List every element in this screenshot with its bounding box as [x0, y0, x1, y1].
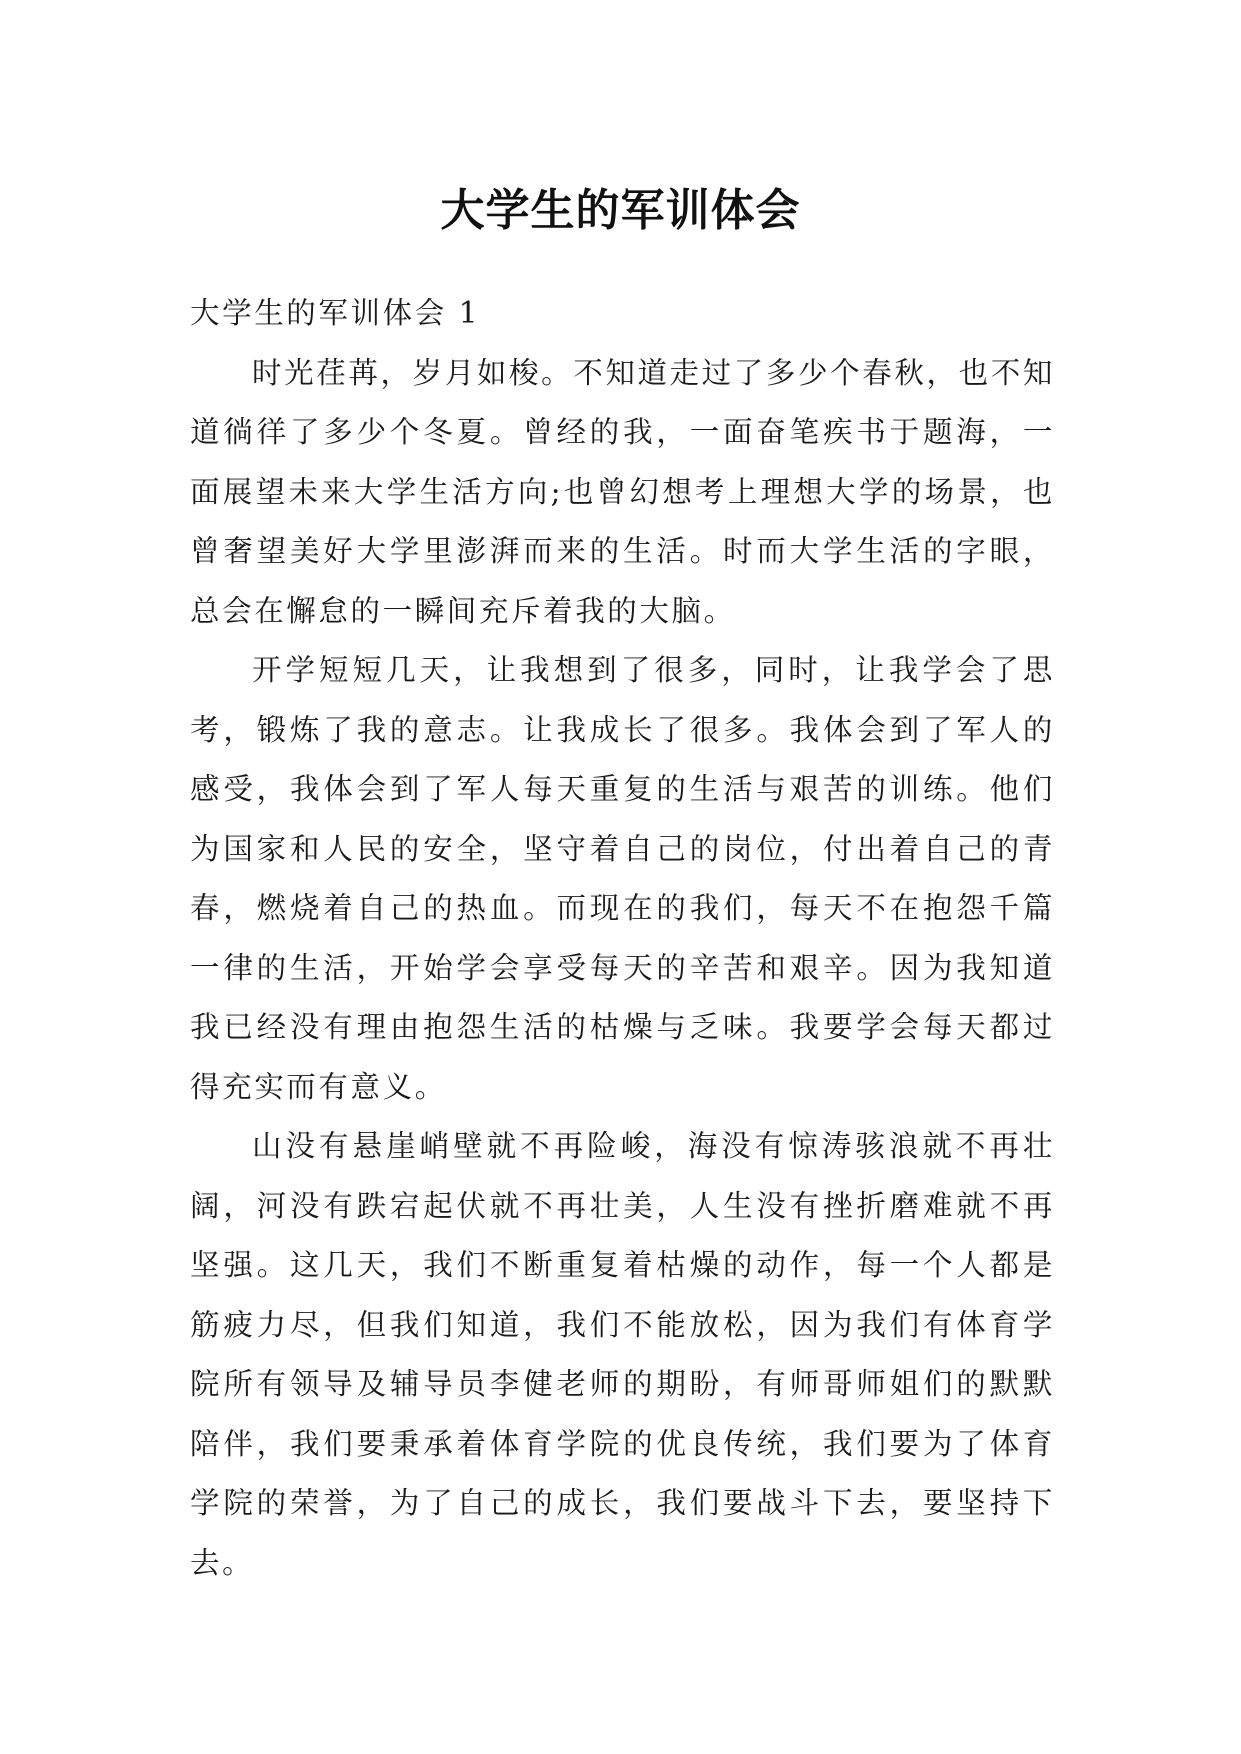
document-title: 大学生的军训体会	[440, 185, 801, 237]
section-heading: 大学生的军训体会 1	[190, 296, 481, 330]
paragraph-3: 山没有悬崖峭壁就不再险峻，海没有惊涛骇浪就不再壮阔，河没有跌宕起伏就不再壮美，人生没有挫折磨难就不再坚强。这几天，我们不断重复着枯燥的动作，每一个人都是筋疲力尽，但我们知道，我们不能放松，因为我们有体育学院所有领导及辅导员李健老师的期盼，有师哥师姐们的默默陪伴，我们要秉承着体育学院的优良传统，我们要为了体育学院的荣誉，为了自己的成长，我们要战斗下去，要坚持下去。	[190, 1129, 1055, 1580]
document-body	[190, 284, 1055, 1593]
paragraph-1: 时光荏苒，岁月如梭。不知道走过了多少个春秋，也不知道徜徉了多少个冬夏。曾经的我，一面奋笔疾书于题海，一面展望未来大学生活方向;也曾幻想考上理想大学的场景，也曾奢望美好大学里澎湃而来的生活。时而大学生活的字眼，总会在懈怠的一瞬间充斥着我的大脑。	[190, 355, 1055, 628]
paragraph-2: 开学短短几天，让我想到了很多，同时，让我学会了思考，锻炼了我的意志。让我成长了很多。我体会到了军人的感受，我体会到了军人每天重复的生活与艰苦的训练。他们为国家和人民的安全，坚守着自己的岗位，付出着自己的青春，燃烧着自己的热血。而现在的我们，每天不在抱怨千篇一律的生活，开始学会享受每天的辛苦和艰辛。因为我知道我已经没有理由抱怨生活的枯燥与乏味。我要学会每天都过得充实而有意义。	[190, 653, 1055, 1104]
